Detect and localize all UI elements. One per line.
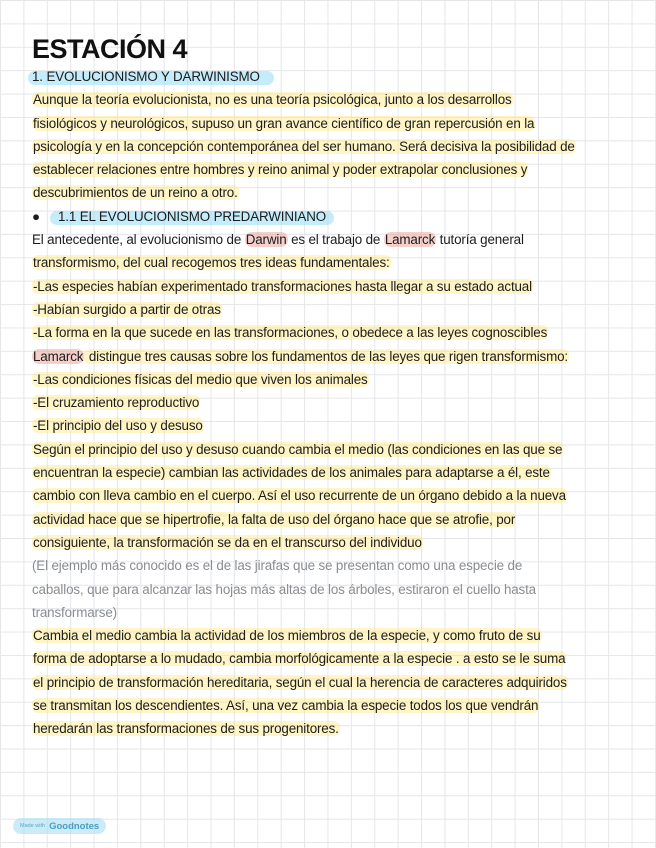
paragraph-line: Lamarck distingue tres causas sobre los fundamentos de las leyes que rigen transformismo: [33, 348, 568, 364]
paragraph-line: El antecedente, al evolucionismo de Darwin es el trabajo de Lamarck tutoría general [32, 232, 524, 248]
list-item: -El principio del uso y desuso [33, 418, 203, 434]
paragraph-line: psicología y en la concepción contemporánea del ser humano. Será decisiva la posibilidad de [33, 138, 575, 154]
bullet-icon: ● [32, 208, 40, 224]
list-item: -Las condiciones físicas del medio que viven los animales [33, 371, 368, 387]
list-item: -El cruzamiento reproductivo [33, 395, 200, 411]
page-title: ESTACIÓN 4 [32, 34, 188, 64]
example-line: transformarse) [32, 604, 117, 620]
note-page [32, 34, 632, 741]
paragraph-line: cambio con lleva cambio en el cuerpo. Así el uso recurrente de un órgano debido a la nueva [33, 488, 566, 504]
list-item: -Las especies habían experimentado transformaciones hasta llegar a su estado actual [33, 278, 532, 294]
highlight-darwin: Darwin [245, 232, 287, 248]
paragraph-line: actividad hace que se hipertrofie, la falta de uso del órgano hace que se atrofie, por [33, 511, 516, 527]
goodnotes-badge: Made with Goodnotes [13, 818, 106, 834]
goodnotes-logo: Goodnotes [49, 820, 100, 832]
paragraph-line: Cambia el medio cambia la actividad de los miembros de la especie, y como fruto de su [33, 628, 541, 644]
paragraph-line: forma de adoptarse a lo mudado, cambia morfológicamente a la especie . a esto se le suma [33, 651, 566, 667]
example-line: (El ejemplo más conocido es el de las jirafas que se presentan como una especie de [32, 558, 523, 574]
paragraph-line: fisiológicos y neurológicos, supuso un gran avance científico de gran repercusión en la [33, 115, 535, 131]
section-heading-1-1: ● 1.1 EL EVOLUCIONISMO PREDARWINIANO [32, 205, 632, 228]
paragraph-line: establecer relaciones entre hombres y reino animal y poder extrapolar conclusiones y [33, 162, 528, 178]
paragraph-line: Aunque la teoría evolucionista, no es una teoría psicológica, junto a los desarrollos [33, 92, 512, 108]
example-line: caballos, que para alcanzar las hojas más altas de los árboles, estiraron el cuello hasta [32, 581, 536, 597]
highlight-lamarck: Lamarck [33, 348, 84, 364]
section-heading-1: 1. EVOLUCIONISMO Y DARWINISMO [32, 65, 632, 88]
paragraph-line: consiguiente, la transformación se da en el transcurso del individuo [33, 534, 422, 550]
paragraph-line: transformismo, del cual recogemos tres ideas fundamentales: [33, 255, 390, 271]
list-item: -La forma en la que sucede en las transformaciones, o obedece a las leyes cognoscibles [33, 325, 548, 341]
paragraph-line: Según el principio del uso y desuso cuando cambia el medio (las condiciones en las que se [33, 441, 563, 457]
list-item: -Habían surgido a partir de otras [33, 301, 221, 317]
paragraph-line: heredarán las transformaciones de sus progenitores. [33, 721, 339, 737]
paragraph-line: el principio de transformación hereditaria, según el cual la herencia de caracteres adquiridos [33, 674, 567, 690]
paragraph-line: descubrimientos de un reino a otro. [33, 185, 238, 201]
paragraph-line: se transmitan los descendientes. Así, una vez cambia la especie todos los que vendrán [33, 698, 539, 714]
paragraph-line: encuentran la especie) cambian las actividades de los animales para adaptarse a él, este [33, 465, 550, 481]
highlight-lamarck: Lamarck [384, 232, 436, 248]
